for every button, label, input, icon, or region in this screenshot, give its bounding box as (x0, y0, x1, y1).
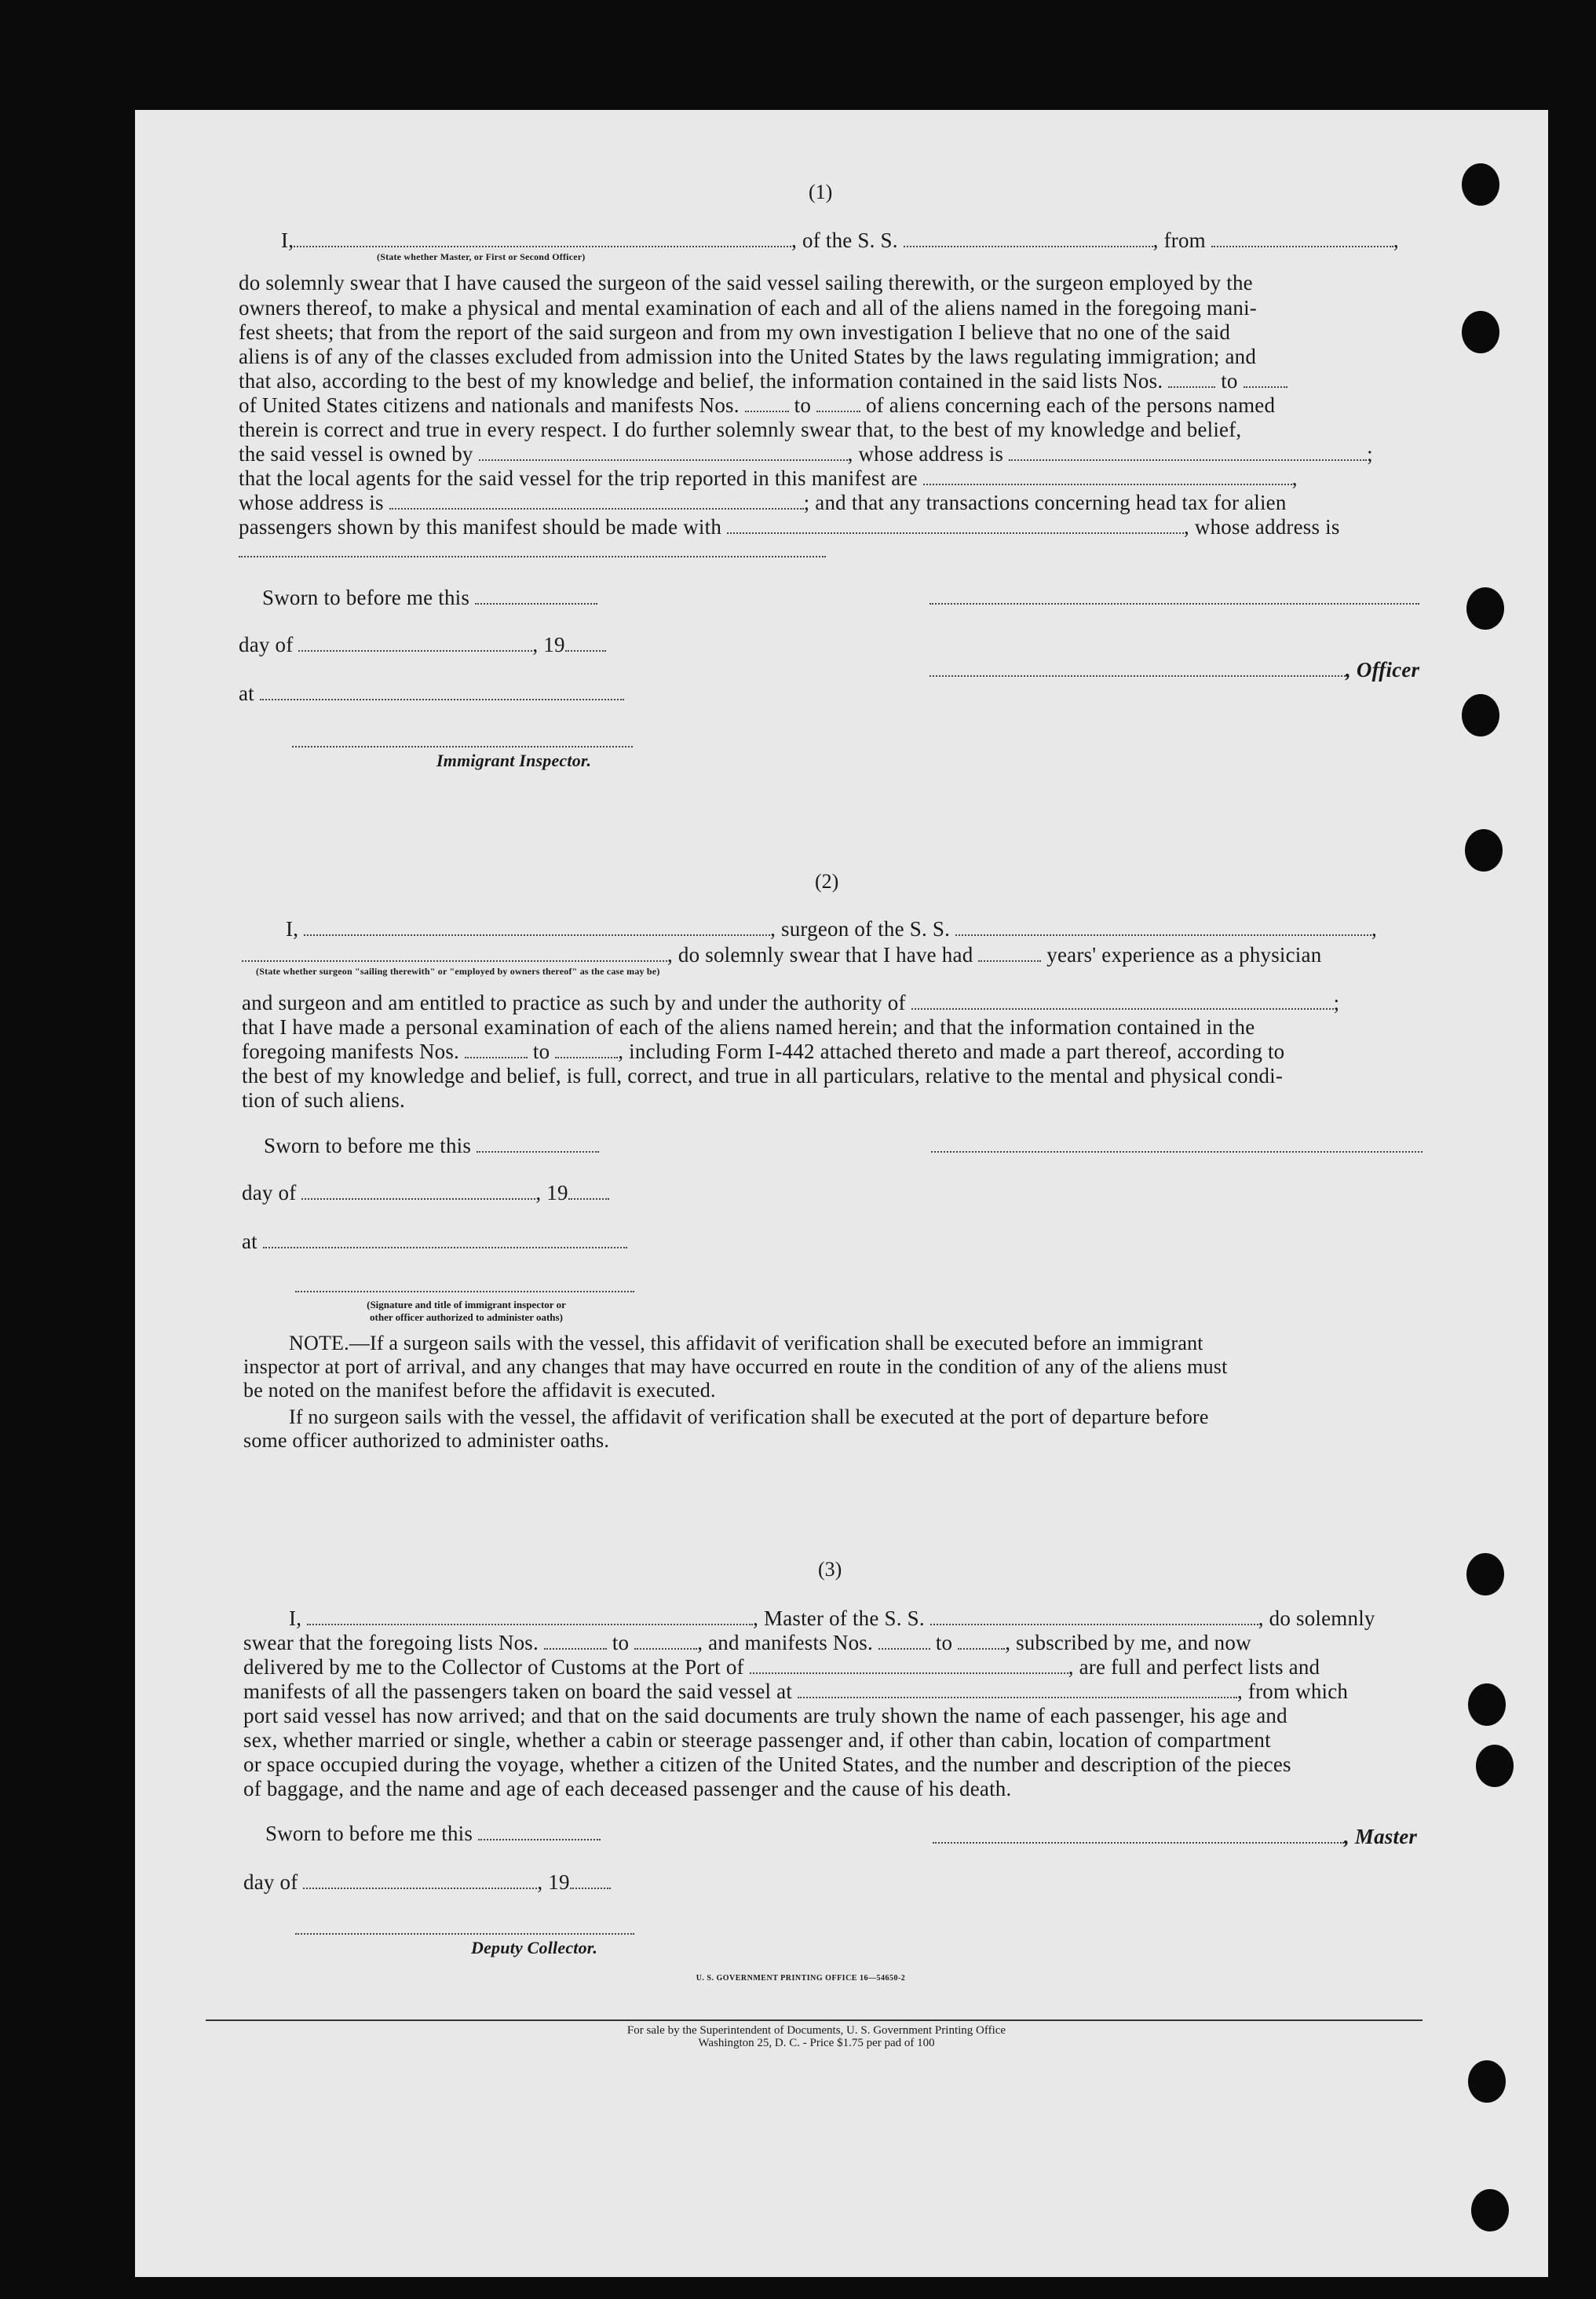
officer-signature-blank (929, 675, 1346, 677)
rank-blank (294, 246, 791, 247)
s2-at (242, 1230, 627, 1253)
local-agents-blank (923, 484, 1292, 485)
s1-paragraph-line-9 (239, 466, 1298, 490)
s1-p6c: of aliens concerning each of the persons named (865, 393, 1276, 417)
surgeon-signature-line (931, 1151, 1423, 1153)
s3-paragraph-line-3 (243, 1679, 1348, 1703)
s3-p3a: manifests of all the passengers taken on board the said vessel at (243, 1679, 793, 1703)
port-of-embarkation-blank (798, 1697, 1237, 1698)
s2-sworn-label: Sworn to before me this (264, 1134, 472, 1157)
at-place-blank (260, 699, 624, 700)
gpo-imprint: U. S. GOVERNMENT PRINTING OFFICE 16—54650-2 (696, 1974, 906, 1983)
binder-hole (1471, 2189, 1509, 2231)
s2-paragraph-line-5: tion of such aliens. (242, 1088, 405, 1112)
s2-manifests-to-blank (555, 1057, 618, 1058)
s1-paragraph-line-7: therein is correct and true in every respect. I do further solemnly swear that, to the best of my knowledge and belief, (239, 418, 1242, 441)
s1-paragraph-line-4: aliens is of any of the classes excluded from admission into the United States by the laws regulating immigration; and (239, 345, 1257, 368)
s3-p2a: delivered by me to the Collector of Customs at the Port of (243, 1655, 744, 1679)
inspector-signature-line (292, 746, 633, 747)
note-line-3: be noted on the manifest before the affidavit is executed. (243, 1379, 716, 1402)
s2-sworn-date-blank (477, 1151, 599, 1153)
s3-p1c: , and manifests Nos. (697, 1631, 873, 1654)
s2-p1b: ; (1333, 991, 1340, 1014)
s2-signature-caption-2: other officer authorized to administer oaths) (370, 1311, 563, 1323)
s2-at-label: at (242, 1230, 257, 1253)
s3-master-of-ss: , Master of the S. S. (753, 1606, 925, 1630)
month-blank (298, 650, 532, 652)
from-port-blank (1211, 246, 1393, 247)
s1-line-1 (281, 228, 1399, 252)
s3-do-solemnly: , do solemnly (1258, 1606, 1375, 1630)
s1-paragraph-line-2: owners thereof, to make a physical and mental examination of each and all of the aliens named in the foregoing mani- (239, 296, 1257, 320)
manifests-from-blank (745, 411, 789, 412)
s1-paragraph-line-6 (239, 393, 1275, 417)
binder-hole (1462, 694, 1499, 736)
s3-vessel-blank (930, 1624, 1258, 1625)
s1-p9b: , (1291, 466, 1298, 490)
owner-blank (479, 459, 848, 461)
sworn-date-blank (475, 603, 597, 605)
s1-address-blank (239, 556, 826, 557)
s1-year-label: , 19 (532, 633, 565, 656)
authority-blank (911, 1008, 1334, 1010)
s2-paragraph-line-2: that I have made a personal examination of each of the aliens named herein; and that the information contained in the (242, 1015, 1255, 1039)
lists-to-blank (1244, 386, 1287, 388)
s1-p8c: ; (1367, 442, 1373, 466)
s2-line-1 (286, 917, 1377, 941)
s1-at-label: at (239, 682, 254, 705)
s2-year-label: , 19 (535, 1181, 568, 1204)
s2-year-blank (568, 1198, 609, 1200)
s3-year-label: , 19 (537, 1870, 570, 1894)
binder-hole (1466, 1553, 1504, 1595)
s1-from: , from (1152, 228, 1206, 252)
s1-p6a: of United States citizens and nationals and manifests Nos. (239, 393, 740, 417)
s2-manifests-from-blank (465, 1057, 528, 1058)
s2-dayof-label: day of (242, 1181, 297, 1204)
s2-caption: (State whether surgeon "sailing therewith" or "employed by owners thereof" as the case may be) (256, 966, 660, 977)
note-line-5: some officer authorized to administer oaths. (243, 1429, 610, 1452)
section-1-number: (1) (809, 181, 833, 203)
year-blank (565, 650, 606, 652)
s3-paragraph-line-4: port said vessel has now arrived; and that on the said documents are truly shown the name of each passenger, his age and (243, 1704, 1287, 1727)
s3-p2b: , are full and perfect lists and (1068, 1655, 1320, 1679)
s1-dayof (239, 633, 606, 656)
binder-hole (1462, 163, 1499, 206)
s2-paragraph-line-3 (242, 1040, 1284, 1063)
s1-p5b: to (1221, 369, 1238, 393)
s1-sworn (262, 586, 597, 609)
master-label: , Master (1344, 1825, 1418, 1848)
s1-caption: (State whether Master, or First or Second Officer) (377, 251, 586, 262)
surgeon-type-blank (242, 960, 667, 962)
s3-master (933, 1825, 1417, 1848)
footer-rule (206, 2019, 1423, 2021)
s1-paragraph-line-3: fest sheets; that from the report of the said surgeon and from my own investigation I believe that no one of the said (239, 320, 1231, 344)
binder-hole (1466, 587, 1504, 630)
s1-p5a: that also, according to the best of my knowledge and belief, the information contained in the said lists Nos. (239, 369, 1163, 393)
s3-paragraph-line-7: of baggage, and the name and age of each deceased passenger and the cause of his death. (243, 1777, 1012, 1800)
lists-from-blank (1168, 386, 1215, 388)
s3-p1d: to (935, 1631, 953, 1654)
s2-dayof (242, 1181, 609, 1204)
s2-p3a: foregoing manifests Nos. (242, 1040, 460, 1063)
s1-p10a: whose address is (239, 491, 384, 514)
s2-i: I, (286, 917, 299, 941)
owner-address-blank (1009, 459, 1367, 461)
note-line-4: If no surgeon sails with the vessel, the affidavit of verification shall be executed at the port of departure before (289, 1405, 1209, 1428)
s3-dayof-label: day of (243, 1870, 298, 1894)
s1-dayof-label: day of (239, 633, 294, 656)
s1-p9a: that the local agents for the said vessel for the trip reported in this manifest are (239, 466, 918, 490)
s2-p3c: , including Form I-442 attached thereto and made a part thereof, according to (618, 1040, 1285, 1063)
manifests-to-blank (816, 411, 860, 412)
s3-manifests-from-blank (878, 1648, 930, 1650)
binder-hole (1465, 829, 1503, 872)
s1-p6b: to (794, 393, 812, 417)
s2-l2b: years' experience as a physician (1046, 943, 1322, 967)
s2-surgeon-of-ss: , surgeon of the S. S. (770, 917, 951, 941)
s3-month-blank (303, 1888, 537, 1889)
sale-notice-line-1: For sale by the Superintendent of Documents, U. S. Government Printing Office (626, 2024, 1006, 2037)
section-3-number: (3) (818, 1558, 842, 1581)
s3-line-1 (289, 1606, 1375, 1630)
agents-address-blank (389, 508, 804, 510)
master-name-blank (307, 1624, 753, 1625)
s3-p1a: swear that the foregoing lists Nos. (243, 1631, 539, 1654)
surgeon-name-blank (304, 934, 770, 936)
port-of-arrival-blank (750, 1672, 1068, 1674)
s1-of-ss: , of the S. S. (791, 228, 898, 252)
binder-hole (1468, 2060, 1506, 2103)
vessel-name-blank (904, 246, 1153, 247)
s1-paragraph-line-5 (239, 369, 1287, 393)
binder-hole (1462, 311, 1499, 353)
sale-notice-line-2: Washington 25, D. C. - Price $1.75 per pad of 100 (698, 2037, 935, 2049)
deputy-collector-label: Deputy Collector. (471, 1938, 598, 1957)
s1-paragraph-line-11 (239, 515, 1340, 539)
s2-line-2 (242, 943, 1321, 967)
s1-officer (929, 658, 1419, 682)
s2-inspector-signature-line (295, 1291, 634, 1292)
s3-sworn-label: Sworn to before me this (265, 1822, 473, 1845)
immigrant-inspector-label: Immigrant Inspector. (436, 751, 592, 770)
s2-sworn (264, 1134, 599, 1157)
s3-p1b: to (612, 1631, 630, 1654)
officer-label: , Officer (1346, 658, 1420, 682)
s3-manifests-to-blank (958, 1648, 1005, 1650)
s1-p8b: , whose address is (847, 442, 1004, 466)
s3-lists-to-blank (634, 1648, 697, 1650)
s3-i: I, (289, 1606, 302, 1630)
s2-l2a: , do solemnly swear that I have had (667, 943, 973, 967)
s1-at (239, 682, 624, 705)
s2-comma: , (1371, 917, 1377, 941)
s1-i: I, (281, 228, 294, 252)
s2-month-blank (301, 1198, 535, 1200)
s1-p11a: passengers shown by this manifest should be made with (239, 515, 722, 539)
note-line-1: NOTE.—If a surgeon sails with the vessel, this affidavit of verification shall be executed before an immigrant (289, 1332, 1203, 1354)
s1-p10b: ; and that any transactions concerning head tax for alien (803, 491, 1287, 514)
officer-signature-line-top (929, 603, 1419, 605)
binder-hole (1468, 1683, 1506, 1726)
s1-comma: , (1393, 228, 1399, 252)
s2-vessel-blank (955, 934, 1371, 936)
note-line-2: inspector at port of arrival, and any changes that may have occurred en route in the condition of any of the aliens must (243, 1355, 1228, 1378)
s2-paragraph-line-4: the best of my knowledge and belief, is full, correct, and true in all particulars, relative to the mental and physical condi- (242, 1064, 1284, 1087)
s3-lists-from-blank (544, 1648, 607, 1650)
s3-sworn (265, 1822, 601, 1845)
s1-paragraph-line-10 (239, 491, 1287, 514)
master-signature-blank (933, 1842, 1344, 1844)
s3-year-blank (570, 1888, 611, 1889)
s2-paragraph-line-1 (242, 991, 1339, 1014)
s3-sworn-date-blank (478, 1839, 601, 1840)
deputy-signature-line (295, 1933, 634, 1935)
binder-hole (1476, 1745, 1514, 1787)
section-2-number: (2) (815, 870, 839, 893)
s2-signature-caption-1: (Signature and title of immigrant inspector or (367, 1299, 566, 1310)
s1-paragraph-line-8 (239, 442, 1373, 466)
s1-p11b: , whose address is (1183, 515, 1340, 539)
years-blank (978, 960, 1041, 962)
s1-p8a: the said vessel is owned by (239, 442, 473, 466)
s2-p3b: to (532, 1040, 550, 1063)
s2-at-place-blank (263, 1247, 627, 1248)
s1-sworn-label: Sworn to before me this (262, 586, 470, 609)
s1-paragraph-line-1: do solemnly swear that I have caused the surgeon of the said vessel sailing therewith, or the surgeon employed by the (239, 271, 1253, 294)
s3-paragraph-line-6: or space occupied during the voyage, whether a citizen of the United States, and the number and description of the pieces (243, 1753, 1291, 1776)
s3-p1e: , subscribed by me, and now (1005, 1631, 1251, 1654)
s2-p1a: and surgeon and am entitled to practice as such by and under the authority of (242, 991, 906, 1014)
head-tax-blank (727, 532, 1184, 534)
s3-paragraph-line-5: sex, whether married or single, whether a cabin or steerage passenger and, if other than cabin, location of compartment (243, 1728, 1271, 1752)
s3-paragraph-line-2 (243, 1655, 1320, 1679)
s3-p3b: , from which (1237, 1679, 1349, 1703)
s3-dayof (243, 1870, 611, 1894)
s3-paragraph-line-1 (243, 1631, 1251, 1654)
